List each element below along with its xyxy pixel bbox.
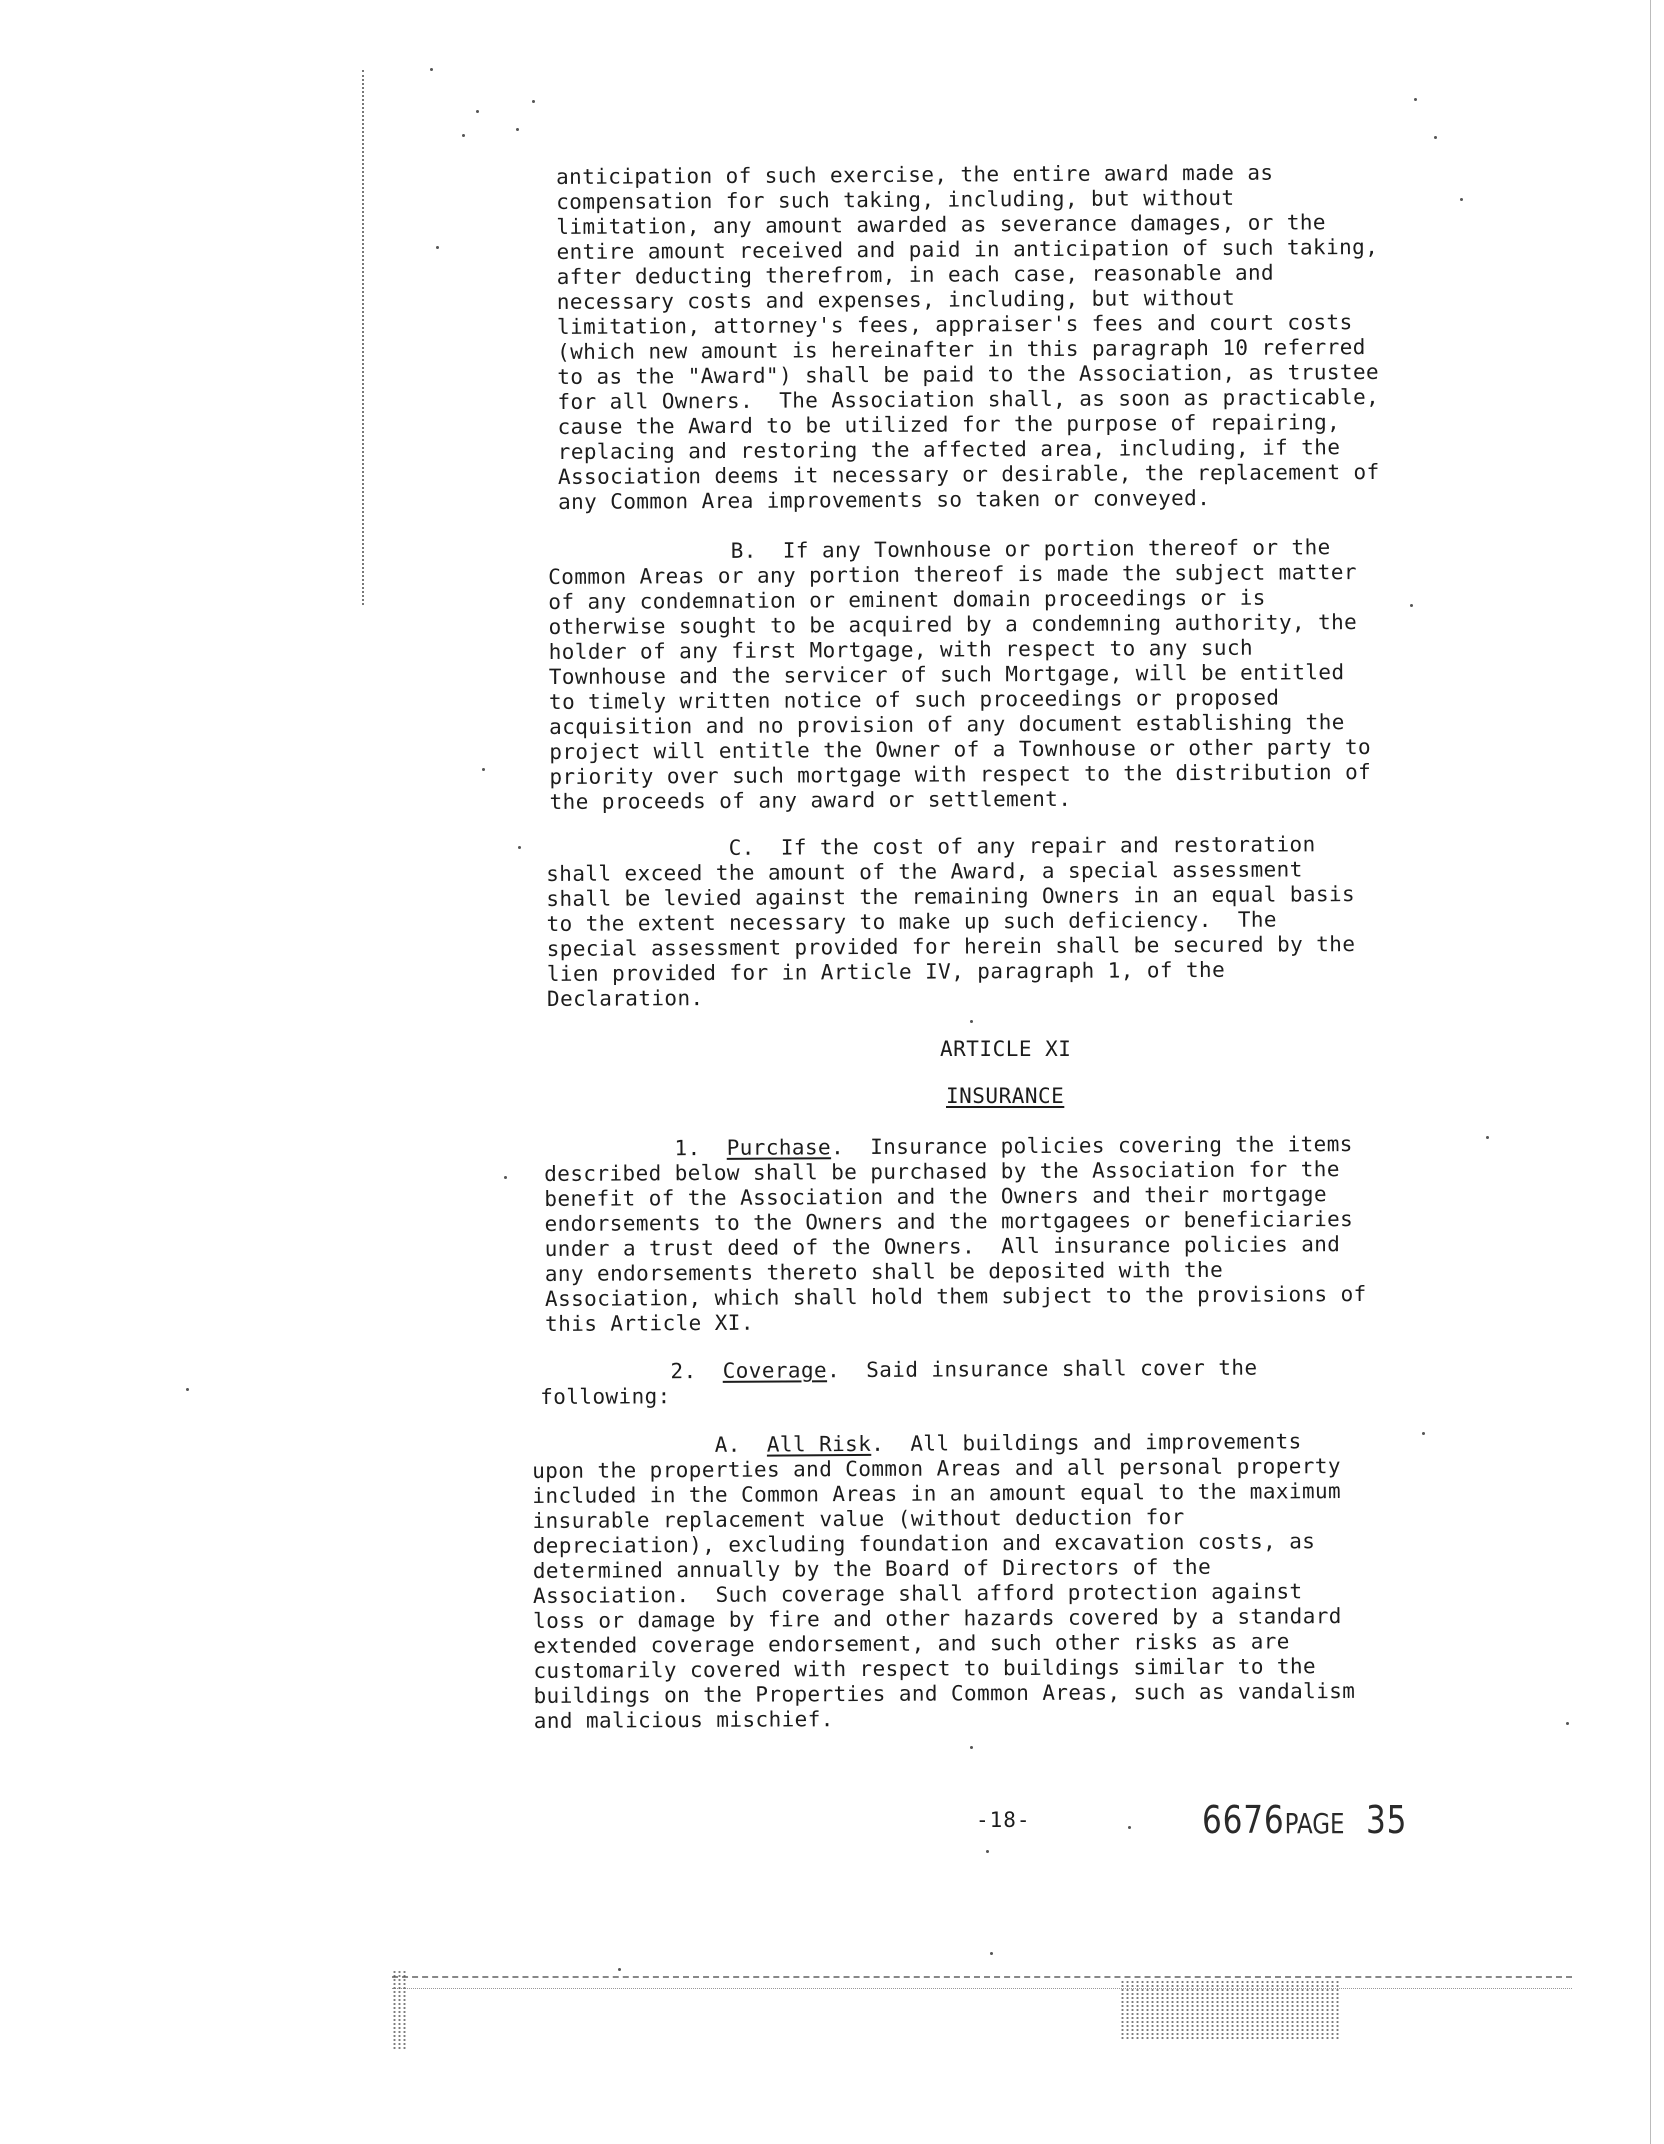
scan-margin-line xyxy=(362,70,365,605)
scan-speck xyxy=(532,100,535,103)
scan-speck xyxy=(970,1020,973,1023)
section-2a-heading: All Risk xyxy=(766,1431,872,1457)
scan-speck xyxy=(1414,98,1417,101)
scan-bottom-line xyxy=(392,1988,1572,1990)
scan-speck xyxy=(1128,1826,1131,1829)
scan-speck xyxy=(618,1968,621,1971)
page-number: -18- xyxy=(976,1808,1031,1832)
scan-speck xyxy=(430,68,433,71)
scan-speck xyxy=(516,128,519,131)
scan-speck xyxy=(1460,198,1463,201)
scan-speck xyxy=(1410,604,1413,607)
scan-speck xyxy=(186,1388,189,1391)
section-2a-all-risk xyxy=(532,1429,1356,1734)
section-2a-text: . All buildings and improvements upon the properties and Common Areas and all personal property included in the Common Areas in an amount equal to the maximum insurable replacement value (without deduction for depreciation), excluding foundation and excavation costs, as determined annually by the Board of Directors of the Association. Such coverage shall afford protection against loss or damage by fire and other hazards covered by a standard extended coverage endorsement, and such other risks as are customarily covered with respect to buildings similar to the buildings on the Properties and Common Areas, such as vandalism and malicious mischief. xyxy=(532,1429,1356,1733)
scan-speck xyxy=(462,134,465,137)
paragraph-c-special-assessment: C. If the cost of any repair and restoration shall exceed the amount of the Award, a special assessment shall be levied against the remaining Owners in an equal basis to the extent necessary to make up such deficiency. The special assessment provided for herein shall be secured by the lien provided for in Article IV, paragraph 1, of the Declaration. xyxy=(546,832,1356,1011)
book-number: 6676 xyxy=(1202,1798,1285,1842)
scan-speck xyxy=(1486,1136,1489,1139)
scan-speck xyxy=(504,1176,507,1179)
scan-speck xyxy=(1434,136,1437,139)
article-heading: ARTICLE XI xyxy=(940,1037,1072,1061)
book-page-number: 35 xyxy=(1366,1798,1408,1842)
scan-speck xyxy=(476,110,479,113)
section-1-text: . Insurance policies covering the items described below shall be purchased by the Association for the benefit of the Association and the Owners and their mortgage endorsements to the Owners and the mortgagees or beneficiaries under a trust deed of the Owners. All insurance policies and any endorsements thereto shall be deposited with the Association, which shall hold them subject to the provisions of this Article XI. xyxy=(544,1132,1367,1336)
scan-speck xyxy=(482,768,485,771)
section-2a-lead: A. xyxy=(532,1432,767,1458)
book-page-spacer xyxy=(1345,1798,1366,1842)
section-2-lead: 2. xyxy=(540,1358,723,1384)
scan-speck xyxy=(1422,1432,1425,1435)
section-2-text: . Said insurance shall cover the following: xyxy=(540,1355,1258,1409)
scan-speck xyxy=(990,1952,993,1955)
scan-speck xyxy=(970,1746,973,1749)
book-page-stamp xyxy=(1202,1798,1407,1842)
paragraph-condemnation-award: anticipation of such exercise, the entire award made as compensation for such taking, including, but without limitation, any amount awarded as severance damages, or the entire amount received and paid in anticipation of such taking, after deducting therefrom, in each case, reasonable and necessary costs and expenses, including, but without limitation, attorney's fees, appraiser's fees and court costs (which new amount is hereinafter in this paragraph 10 referred to as the "Award") shall be paid to the Association, as trustee for all Owners. The Association shall, as soon as practicable, cause the Award to be utilized for the purpose of repairing, replacing and restoring the affected area, including, if the Association deems it necessary or desirable, the replacement of any Common Area improvements so taken or conveyed. xyxy=(556,160,1380,514)
scan-speck xyxy=(518,846,521,849)
section-2-coverage xyxy=(540,1356,1258,1410)
section-1-lead: 1. xyxy=(544,1135,727,1161)
scan-right-edge-line xyxy=(1650,0,1652,2144)
paragraph-b-notice: B. If any Townhouse or portion thereof or the Common Areas or any portion thereof is made the subject matter of any condemnation or eminent domain proceedings or is otherwise sought to be acquired by a condemning authority, the holder of any first Mortgage, with respect to any such Townhouse and the servicer of such Mortgage, will be entitled to timely written notice of such proceedings or proposed acquisition and no provision of any document establishing the project will entitle the Owner of a Townhouse or other party to priority over such mortgage with respect to the distribution of the proceeds of any award or settlement. xyxy=(548,535,1372,814)
scan-speck xyxy=(436,246,439,249)
section-1-heading: Purchase xyxy=(726,1135,832,1160)
scan-speck xyxy=(1566,1722,1569,1725)
scan-noise-block xyxy=(1120,1980,1340,2040)
section-1-purchase xyxy=(544,1132,1367,1337)
book-page-label: PAGE xyxy=(1284,1807,1345,1840)
scan-bottom-line xyxy=(392,1976,1572,1979)
section-2-heading: Coverage xyxy=(722,1358,828,1383)
scan-noise-block xyxy=(392,1970,406,2050)
article-title: INSURANCE xyxy=(946,1084,1065,1108)
scan-speck xyxy=(986,1850,989,1853)
